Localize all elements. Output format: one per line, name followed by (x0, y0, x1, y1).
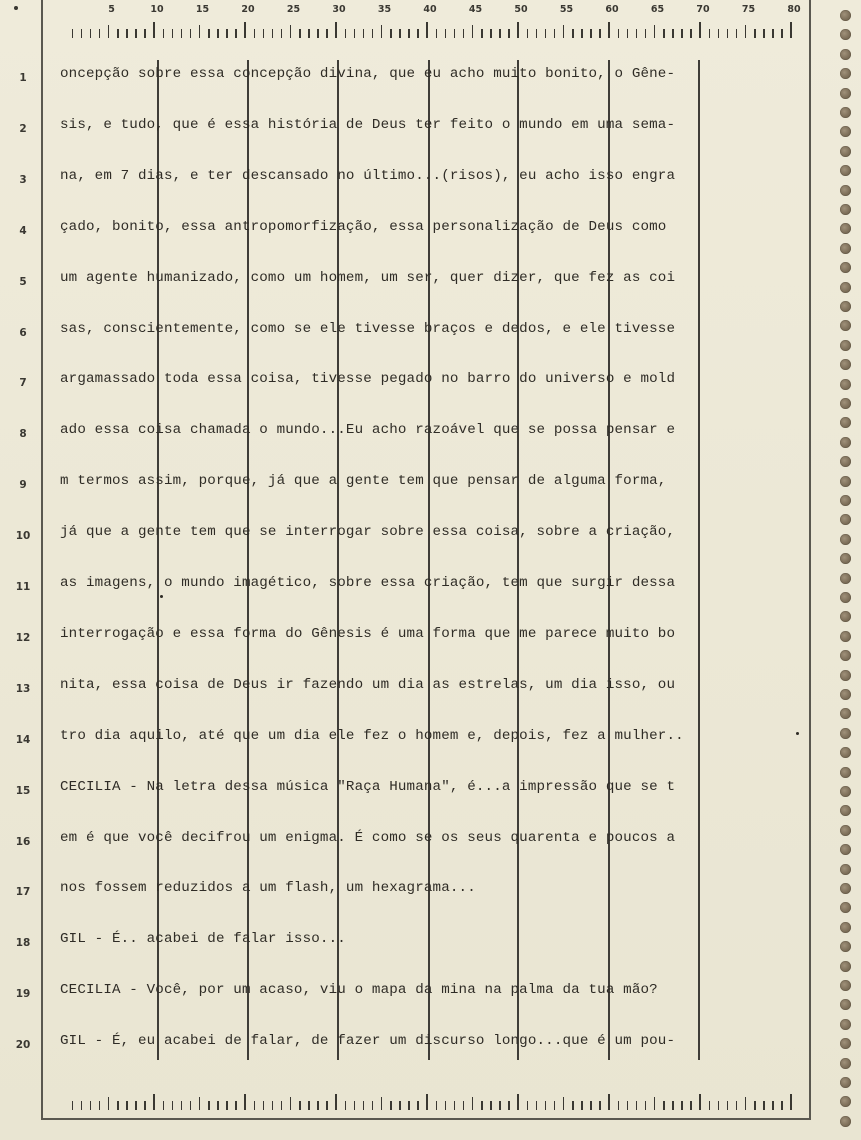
line-number: 6 (19, 326, 27, 339)
ruler-tick (199, 25, 201, 38)
ruler-tick (690, 29, 692, 38)
binding-hole (840, 708, 851, 719)
ruler-tick (217, 1101, 219, 1110)
binding-hole (840, 301, 851, 312)
transcript-line: GIL - É, eu acabei de falar, de fazer um discurso longo...que é um pou- (60, 1033, 676, 1050)
binding-hole (840, 476, 851, 487)
binding-hole (840, 573, 851, 584)
ruler-tick (317, 1101, 319, 1110)
ruler-number: 35 (377, 4, 392, 15)
transcript-line: m termos assim, porque, já que a gente tem que pensar de alguma forma, (60, 473, 667, 490)
ruler-tick (572, 1101, 574, 1110)
ruler-tick (663, 29, 665, 38)
ruler-tick (153, 22, 155, 38)
ruler-tick (408, 1101, 410, 1110)
ruler-number: 40 (423, 4, 437, 15)
binding-hole (840, 1019, 851, 1030)
ruler-tick (545, 1101, 547, 1110)
ruler-tick (517, 1094, 519, 1110)
ruler-tick (508, 1101, 510, 1110)
ruler-tick (299, 1101, 301, 1110)
ruler-tick (536, 1101, 538, 1110)
binding-hole (840, 282, 851, 293)
ruler-tick (663, 1101, 665, 1110)
ruler-number: 20 (241, 4, 255, 15)
transcript-line: ado essa coisa chamada o mundo...Eu acho razoável que se possa pensar e (60, 422, 676, 439)
ruler-tick (281, 1101, 283, 1110)
top-ruler-ticks (0, 20, 861, 40)
ruler-tick (72, 29, 74, 38)
line-number: 17 (15, 886, 31, 899)
ruler-tick (445, 29, 447, 38)
ruler-tick (335, 22, 337, 38)
binding-hole (840, 146, 851, 157)
ruler-tick (472, 25, 474, 38)
transcript-line: sis, e tudo, que é essa história de Deus ter feito o mundo em uma sema- (60, 116, 676, 133)
binding-hole (840, 243, 851, 254)
ruler-tick (545, 29, 547, 38)
ruler-tick (363, 29, 365, 38)
binding-hole (840, 126, 851, 137)
ruler-tick (645, 1101, 647, 1110)
bottom-ruler-ticks (0, 1092, 861, 1112)
transcript-line: sas, conscientemente, como se ele tivesse braços e dedos, e ele tivesse (60, 320, 676, 337)
ruler-tick (263, 1101, 265, 1110)
ruler-number: 50 (514, 4, 528, 15)
ruler-tick (117, 29, 119, 38)
ruler-tick (135, 1101, 137, 1110)
binding-hole (840, 417, 851, 428)
line-number: 8 (19, 428, 27, 441)
ruler-tick (709, 1101, 711, 1110)
binding-hole (840, 592, 851, 603)
ruler-tick (536, 29, 538, 38)
ruler-tick (363, 1101, 365, 1110)
ruler-tick (527, 29, 529, 38)
ruler-tick (172, 29, 174, 38)
ruler-tick (108, 25, 110, 38)
binding-hole (840, 379, 851, 390)
stray-ink-dot (796, 732, 799, 735)
binding-hole (840, 49, 851, 60)
column-guide-line (157, 60, 159, 1060)
ruler-tick (90, 29, 92, 38)
ruler-number: 10 (150, 4, 164, 15)
ruler-tick (181, 29, 183, 38)
binding-hole (840, 844, 851, 855)
ruler-tick (144, 29, 146, 38)
ruler-tick (463, 29, 465, 38)
binding-hole (840, 10, 851, 21)
transcript-line: já que a gente tem que se interrogar sobre essa coisa, sobre a criação, (60, 524, 676, 541)
ruler-tick (326, 1101, 328, 1110)
ruler-tick (299, 29, 301, 38)
line-number: 7 (19, 377, 27, 390)
ruler-tick (618, 1101, 620, 1110)
ruler-tick (408, 29, 410, 38)
ruler-tick (490, 29, 492, 38)
column-guide-line (428, 60, 430, 1060)
ruler-tick (709, 29, 711, 38)
ruler-tick (781, 29, 783, 38)
ruler-tick (718, 29, 720, 38)
binding-hole (840, 534, 851, 545)
ruler-tick (326, 29, 328, 38)
ruler-tick (581, 1101, 583, 1110)
ruler-number: 15 (195, 4, 210, 15)
transcript-line: çado, bonito, essa antropomorfização, essa personalização de Deus como (60, 218, 667, 235)
ruler-tick (345, 1101, 347, 1110)
line-number: 5 (19, 275, 27, 288)
ruler-tick (627, 29, 629, 38)
ruler-tick (763, 29, 765, 38)
ruler-tick (372, 1101, 374, 1110)
ruler-tick (672, 29, 674, 38)
binding-hole (840, 398, 851, 409)
line-number: 18 (15, 937, 31, 950)
line-number: 4 (19, 224, 27, 237)
binding-hole (840, 553, 851, 564)
ruler-tick (727, 1101, 729, 1110)
ruler-tick (417, 29, 419, 38)
ruler-tick (81, 1101, 83, 1110)
ruler-tick (417, 1101, 419, 1110)
ruler-tick (463, 1101, 465, 1110)
ruler-tick (308, 29, 310, 38)
ruler-tick (563, 1097, 565, 1110)
ruler-tick (436, 1101, 438, 1110)
top-ruler-numbers (0, 4, 861, 18)
ruler-tick (454, 1101, 456, 1110)
ruler-tick (199, 1097, 201, 1110)
ruler-tick (144, 1101, 146, 1110)
binding-hole (840, 631, 851, 642)
ruler-number: 45 (468, 4, 483, 15)
ruler-tick (772, 1101, 774, 1110)
ruler-tick (272, 29, 274, 38)
ruler-tick (554, 29, 556, 38)
ruler-tick (527, 1101, 529, 1110)
ruler-tick (736, 1101, 738, 1110)
ruler-tick (390, 1101, 392, 1110)
binding-hole (840, 456, 851, 467)
ruler-tick (563, 25, 565, 38)
ruler-tick (117, 1101, 119, 1110)
ruler-tick (572, 29, 574, 38)
ruler-tick (163, 1101, 165, 1110)
binding-hole (840, 650, 851, 661)
ruler-number: 80 (787, 4, 801, 15)
binding-hole (840, 1038, 851, 1049)
binding-hole (840, 262, 851, 273)
ruler-tick (381, 25, 383, 38)
binding-hole (840, 805, 851, 816)
ruler-number: 70 (696, 4, 710, 15)
binding-hole (840, 340, 851, 351)
transcript-line: na, em 7 dias, e ter descansado no último...(risos), eu acho isso engra (60, 167, 676, 184)
ruler-tick (763, 1101, 765, 1110)
ruler-tick (754, 1101, 756, 1110)
transcript-line: interrogação e essa forma do Gênesis é uma forma que me parece muito bo (60, 625, 676, 642)
binding-hole (840, 88, 851, 99)
line-number: 1 (19, 72, 27, 84)
ruler-number: 60 (605, 4, 619, 15)
binding-hole (840, 825, 851, 836)
line-number: 3 (19, 173, 27, 186)
column-guide-line (608, 60, 610, 1060)
ruler-tick (81, 29, 83, 38)
ruler-tick (436, 29, 438, 38)
binding-hole (840, 961, 851, 972)
ruler-tick (754, 29, 756, 38)
ruler-tick (272, 1101, 274, 1110)
line-number: 11 (15, 581, 31, 593)
ruler-tick (699, 22, 701, 38)
ruler-tick (454, 29, 456, 38)
binding-hole (840, 902, 851, 913)
ruler-tick (790, 1094, 792, 1110)
ruler-tick (399, 29, 401, 38)
transcript-line: oncepção sobre essa concepção divina, que eu acho muito bonito, o Gêne- (60, 66, 676, 82)
ruler-tick (354, 29, 356, 38)
binding-hole (840, 204, 851, 215)
ruler-tick (126, 29, 128, 38)
ruler-tick (345, 29, 347, 38)
binding-hole (840, 941, 851, 952)
ruler-tick (781, 1101, 783, 1110)
ruler-tick (745, 25, 747, 38)
line-number: 16 (15, 835, 31, 848)
line-number: 20 (15, 1039, 31, 1052)
ruler-tick (499, 1101, 501, 1110)
ruler-tick (481, 29, 483, 38)
column-guide-line (247, 60, 249, 1060)
binding-hole (840, 1096, 851, 1107)
ruler-tick (681, 29, 683, 38)
ruler-tick (399, 1101, 401, 1110)
ruler-tick (99, 29, 101, 38)
ruler-tick (599, 1101, 601, 1110)
binding-hole (840, 747, 851, 758)
ruler-number: 5 (108, 4, 115, 15)
ruler-number: 30 (332, 4, 346, 15)
ruler-tick (608, 1094, 610, 1110)
ruler-tick (581, 29, 583, 38)
spiral-binding-holes (838, 0, 858, 1140)
ruler-tick (645, 29, 647, 38)
binding-hole (840, 185, 851, 196)
ruler-tick (627, 1101, 629, 1110)
binding-hole (840, 1116, 851, 1127)
ruler-tick (790, 22, 792, 38)
binding-hole (840, 611, 851, 622)
binding-hole (840, 165, 851, 176)
ruler-tick (281, 29, 283, 38)
column-guide-line (517, 60, 519, 1060)
ruler-tick (354, 1101, 356, 1110)
ruler-tick (126, 1101, 128, 1110)
transcript-line: em é que você decifrou um enigma. É como se os seus quarenta e poucos a (60, 829, 676, 846)
ruler-tick (135, 29, 137, 38)
ruler-tick (681, 1101, 683, 1110)
binding-hole (840, 670, 851, 681)
ruler-tick (72, 1101, 74, 1110)
ruler-tick (335, 1094, 337, 1110)
transcript-line: nos fossem reduzidos a um flash, um hexagrama... (60, 880, 476, 897)
line-number: 12 (15, 631, 31, 644)
line-number: 15 (15, 784, 31, 797)
ruler-tick (317, 29, 319, 38)
binding-hole (840, 1077, 851, 1088)
ruler-tick (618, 29, 620, 38)
ruler-tick (608, 22, 610, 38)
ruler-number: 75 (741, 4, 756, 15)
line-number: 14 (15, 733, 31, 746)
ruler-tick (654, 25, 656, 38)
binding-hole (840, 437, 851, 448)
ruler-tick (445, 1101, 447, 1110)
line-number: 9 (19, 479, 27, 492)
ruler-tick (381, 1097, 383, 1110)
ruler-tick (308, 1101, 310, 1110)
ruler-tick (636, 1101, 638, 1110)
ruler-tick (153, 1094, 155, 1110)
ruler-tick (372, 29, 374, 38)
ruler-number: 25 (286, 4, 301, 15)
ruler-tick (599, 29, 601, 38)
binding-hole (840, 999, 851, 1010)
ruler-tick (263, 29, 265, 38)
ruler-tick (190, 1101, 192, 1110)
ruler-tick (290, 1097, 292, 1110)
ruler-tick (672, 1101, 674, 1110)
ruler-tick (490, 1101, 492, 1110)
transcript-line: argamassado toda essa coisa, tivesse pegado no barro do universo e mold (60, 371, 676, 388)
binding-hole (840, 786, 851, 797)
transcript-line: CECILIA - Na letra dessa música "Raça Humana", é...a impressão que se t (60, 778, 676, 795)
ruler-tick (163, 29, 165, 38)
ruler-tick (718, 1101, 720, 1110)
ruler-tick (190, 29, 192, 38)
ruler-tick (254, 29, 256, 38)
ruler-tick (244, 1094, 246, 1110)
ruler-tick (244, 22, 246, 38)
ruler-tick (699, 1094, 701, 1110)
transcript-line: um agente humanizado, como um homem, um ser, quer dizer, que fez as coi (60, 269, 676, 286)
ruler-tick (517, 22, 519, 38)
binding-hole (840, 29, 851, 40)
binding-hole (840, 68, 851, 79)
binding-hole (840, 514, 851, 525)
ruler-tick (772, 29, 774, 38)
ruler-tick (208, 1101, 210, 1110)
ruler-tick (426, 1094, 428, 1110)
ruler-tick (499, 29, 501, 38)
ruler-tick (654, 1097, 656, 1110)
ruler-tick (508, 29, 510, 38)
ruler-tick (254, 1101, 256, 1110)
binding-hole (840, 728, 851, 739)
transcript-line: nita, essa coisa de Deus ir fazendo um dia as estrelas, um dia isso, ou (60, 676, 676, 693)
column-guide-line (698, 60, 700, 1060)
ruler-tick (590, 1101, 592, 1110)
binding-hole (840, 223, 851, 234)
ruler-tick (690, 1101, 692, 1110)
transcript-line: as imagens, o mundo imagético, sobre essa criação, tem que surgir dessa (60, 575, 676, 591)
line-number: 2 (19, 122, 27, 135)
binding-hole (840, 320, 851, 331)
ruler-tick (235, 1101, 237, 1110)
binding-hole (840, 864, 851, 875)
ruler-tick (226, 1101, 228, 1110)
column-guide-line (337, 60, 339, 1060)
ruler-tick (736, 29, 738, 38)
binding-hole (840, 107, 851, 118)
binding-hole (840, 359, 851, 370)
transcript-line: CECILIA - Você, por um acaso, viu o mapa da mina na palma da tua mão? (60, 982, 658, 999)
ruler-tick (290, 25, 292, 38)
binding-hole (840, 767, 851, 778)
ruler-tick (226, 29, 228, 38)
binding-hole (840, 883, 851, 894)
line-number: 19 (15, 988, 31, 1001)
ruler-number: 65 (650, 4, 665, 15)
line-number: 10 (15, 530, 31, 543)
ruler-tick (235, 29, 237, 38)
ruler-tick (472, 1097, 474, 1110)
binding-hole (840, 689, 851, 700)
ruler-tick (590, 29, 592, 38)
ruler-tick (181, 1101, 183, 1110)
ruler-tick (90, 1101, 92, 1110)
ruler-tick (727, 29, 729, 38)
ruler-tick (745, 1097, 747, 1110)
ruler-tick (481, 1101, 483, 1110)
ruler-tick (426, 22, 428, 38)
ruler-tick (99, 1101, 101, 1110)
ruler-tick (390, 29, 392, 38)
binding-hole (840, 980, 851, 991)
binding-hole (840, 922, 851, 933)
stray-ink-dot (160, 595, 163, 598)
ruler-tick (108, 1097, 110, 1110)
ruler-tick (172, 1101, 174, 1110)
binding-hole (840, 1058, 851, 1069)
transcript-line: tro dia aquilo, até que um dia ele fez o homem e, depois, fez a mulher.. (60, 727, 684, 744)
binding-hole (840, 495, 851, 506)
ruler-tick (217, 29, 219, 38)
transcript-line: GIL - É.. acabei de falar isso... (60, 931, 346, 948)
line-number: 13 (15, 682, 31, 695)
ruler-number: 55 (559, 4, 574, 15)
ruler-tick (208, 29, 210, 38)
ruler-tick (636, 29, 638, 38)
ruler-tick (554, 1101, 556, 1110)
